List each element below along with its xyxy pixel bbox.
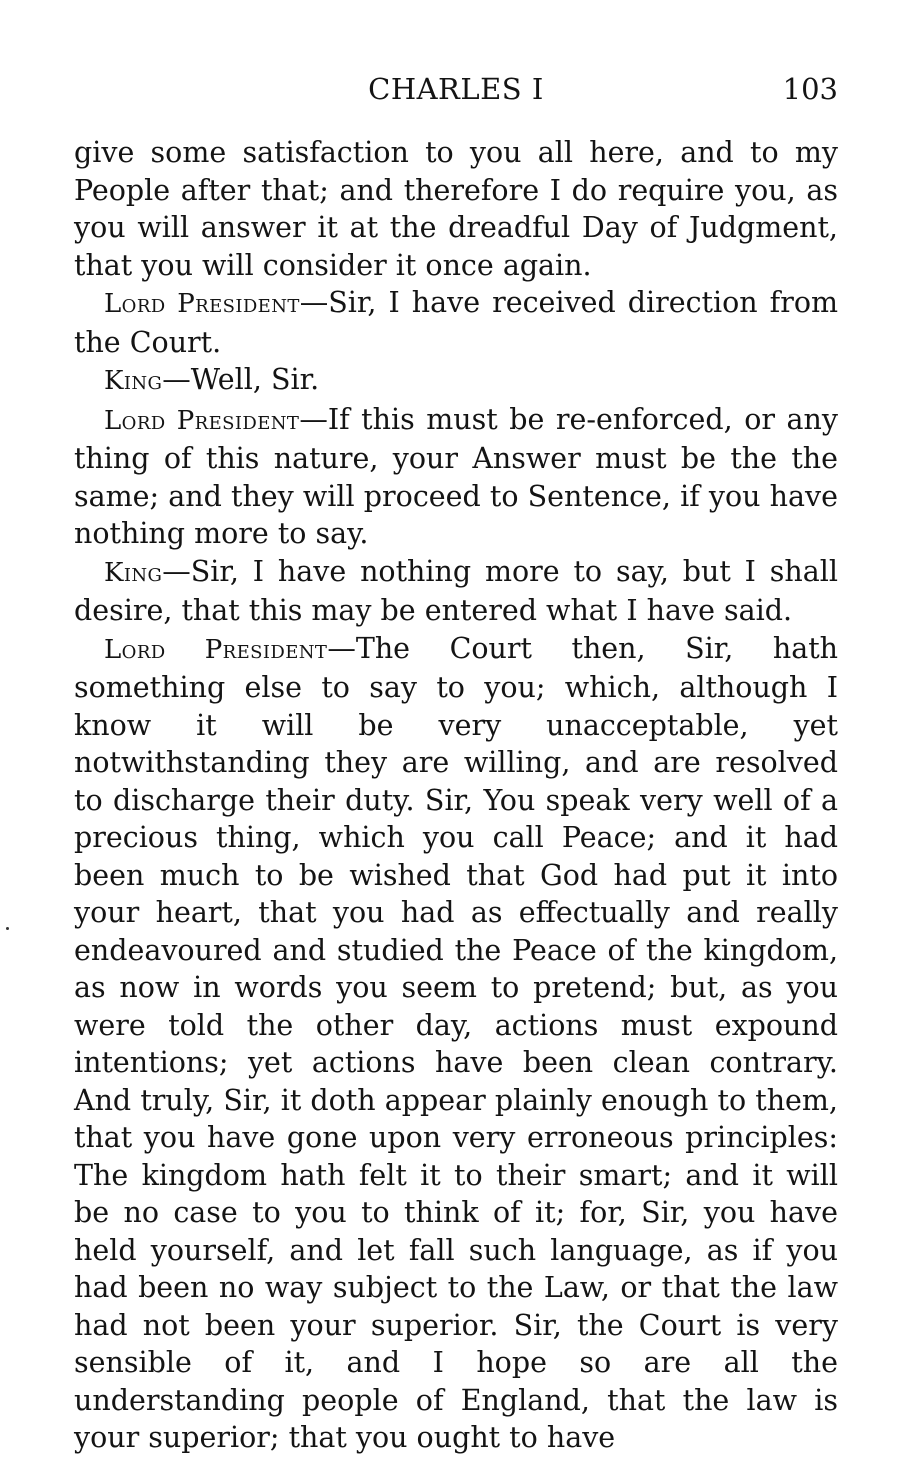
page-number: 103 (782, 72, 838, 106)
running-head (74, 72, 838, 116)
paragraph-lord-president-3 (74, 630, 838, 1457)
speaker-name: Lord President (104, 405, 300, 436)
speaker-name: King (104, 557, 163, 588)
paragraph-text: —The Court then, Sir, hath something else to say to you; which, although I know it will be very unacceptable, yet notwithstanding they are willing, and are resolved to discharge their duty. Sir, You speak very well of a precious thing, which you call Peace; and it had been much to be wished that God had put it into your heart, that you had as effectually and really endeavoured and studied the Peace of the kingdom, as now in words you seem to pretend; but, as you were told the other day, actions must expound intentions; yet actions have been clean contrary. And truly, Sir, it doth appear plainly enough to them, that you have gone upon very erroneous principles: The kingdom hath felt it to their smart; and it will be no case to you to think of it; for, Sir, you have held yourself, and let fall such language, as if you had been no way subject to the Law, or that the law had not been your superior. Sir, the Court is very sensible of it, and I hope so are all the understanding people of England, that the law is your superior; that you ought to have (74, 631, 838, 1454)
speaker-name: Lord President (104, 289, 300, 319)
paragraph-text: —Sir, I have received direction from the Court. (74, 286, 838, 359)
paragraph-continuation (74, 134, 838, 284)
speaker-name: King (104, 366, 163, 396)
body-text (74, 134, 838, 1457)
paragraph-king-1 (74, 361, 838, 401)
paragraph-text: —Well, Sir. (162, 363, 320, 396)
paragraph-lord-president-1 (74, 284, 838, 361)
paragraph-text: give some satisfaction to you all here, and to my People after that; and therefore I do require you, as you will answer it at the dreadful Day of Judgment, that you will consider it once again. (74, 136, 838, 282)
margin-speck (6, 927, 9, 930)
paragraph-text: —If this must be re-enforced, or any thing of this nature, your Answer must be the the same; and they will proceed to Sentence, if you have nothing more to say. (74, 402, 838, 550)
paragraph-king-2 (74, 553, 838, 630)
running-title: CHARLES I (368, 72, 544, 106)
paragraph-lord-president-2 (74, 401, 838, 553)
speaker-name: Lord President (104, 634, 328, 665)
paragraph-text: —Sir, I have nothing more to say, but I shall desire, that this may be entered what I have said. (74, 554, 838, 627)
